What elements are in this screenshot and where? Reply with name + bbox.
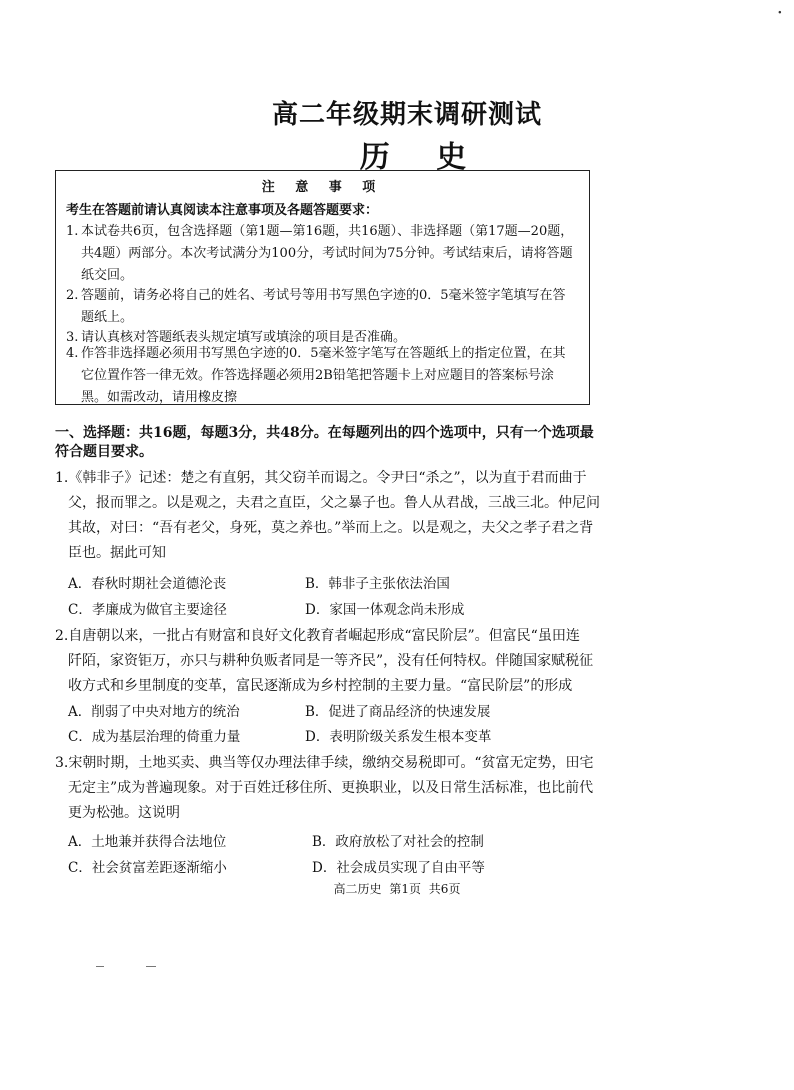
section-heading: 一、选择题：共16题，每题3分，共48分。在每题列出的四个选项中，只有一个选项最符合题目要求。 <box>55 425 594 460</box>
notice-item-text: 答题前，请务必将自己的姓名、考试号等用书写黑色字迹的0．5毫米签字笔填写在答题纸上。 <box>81 288 566 325</box>
question-2-option-b: B．促进了商品经济的快速发展 <box>305 704 491 720</box>
notice-item-number: 3. <box>66 330 79 345</box>
question-2-option-d: D．表明阶级关系发生根本变革 <box>305 729 492 745</box>
notice-item-4 <box>66 343 578 409</box>
question-1-line: 父，报而罪之。以是观之，夫君之直臣，父之暴子也。鲁人从君战，三战三北。仲尼问 <box>68 495 600 511</box>
notice-item-text: 请认真核对答题纸表头规定填写或填涂的项目是否准确。 <box>81 330 407 345</box>
notice-item-2 <box>66 285 578 329</box>
question-3-option-d: D．社会成员实现了自由平等 <box>312 860 485 876</box>
question-1-option-b: B．韩非子主张依法治国 <box>305 576 450 592</box>
question-3-option-c: C．社会贫富差距逐渐缩小 <box>68 860 227 876</box>
notice-title: 注 意 事 项 <box>261 180 384 195</box>
question-2-line: 阡陌，家资钜万，亦只与耕种负贩者同是一等齐民”，没有任何特权。伴随国家赋税征 <box>68 653 594 669</box>
notice-intro: 考生在答题前请认真阅读本注意事项及各题答题要求： <box>66 203 379 218</box>
question-1-option-a: A．春秋时期社会道德沦丧 <box>68 576 227 592</box>
subject-title: 历 史 <box>359 140 485 175</box>
notice-box <box>55 170 590 405</box>
question-3-line: 3.宋朝时期，土地买卖、典当等仅办理法律手续，缴纳交易税即可。“贫富无定势，田宅 <box>55 755 594 771</box>
scan-speck <box>146 966 156 967</box>
question-1-line: 其故，对曰：“吾有老父，身死，莫之养也。”举而上之。以是观之，夫父之孝子君之背 <box>68 520 594 536</box>
question-1-option-c: C．孝廉成为做官主要途径 <box>68 602 227 618</box>
question-2-option-c: C．成为基层治理的倚重力量 <box>68 729 241 745</box>
notice-item-number: 4. <box>66 346 79 361</box>
question-2-line: 2.自唐朝以来，一批占有财富和良好文化教育者崛起形成“富民阶层”。但富民“虽田连 <box>55 628 580 644</box>
question-2-line: 收方式和乡里制度的变革，富民逐渐成为乡村控制的主要力量。“富民阶层”的形成 <box>68 678 573 694</box>
question-3-option-b: B．政府放松了对社会的控制 <box>312 834 484 850</box>
question-1-option-d: D．家国一体观念尚未形成 <box>305 602 465 618</box>
question-3-line: 更为松弛。这说明 <box>68 805 180 821</box>
notice-item-text: 作答非选择题必须用书写黑色字迹的0．5毫米签字笔写在答题纸上的指定位置，在其它位置作答一律无效。作答选择题必须用2B铅笔把答题卡上对应题目的答案标号涂黑。如需改动，请用橡皮擦 <box>81 346 566 405</box>
scan-mark-icon: ∙ <box>777 8 782 18</box>
question-3-option-a: A．土地兼并获得合法地位 <box>68 834 227 850</box>
question-2-option-a: A．削弱了中央对地方的统治 <box>68 704 240 720</box>
exam-title: 高二年级期末调研测试 <box>271 100 542 130</box>
notice-item-1 <box>66 221 578 287</box>
scan-speck <box>96 966 104 967</box>
page-footer: 高二历史 第1页 共6页 <box>333 882 461 896</box>
question-1-line: 臣也。据此可知 <box>68 545 166 561</box>
question-3-line: 无定主”成为普遍现象。对于百姓迁移住所、更换职业，以及日常生活标准，也比前代 <box>68 780 594 796</box>
question-1-line: 1.《韩非子》记述：楚之有直躬，其父窃羊而谒之。令尹曰“杀之”，以为直于君而曲于 <box>55 470 587 486</box>
notice-item-text: 本试卷共6页，包含选择题（第1题—第16题，共16题）、非选择题（第17题—20题，共4题）两部分。本次考试满分为100分，考试时间为75分钟。考试结束后，请将答题纸交回。 <box>81 224 574 283</box>
notice-item-number: 2. <box>66 288 79 303</box>
notice-item-number: 1. <box>66 224 79 239</box>
